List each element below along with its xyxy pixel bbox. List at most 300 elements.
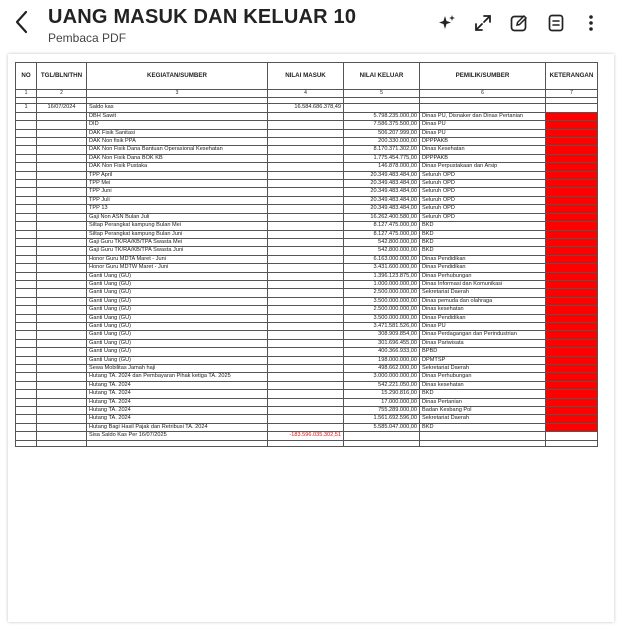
row-in-value: 16.584.686.378,49	[268, 104, 344, 112]
row-in-value	[268, 398, 344, 406]
row-number	[16, 280, 37, 288]
row-owner: DPPPAKB	[420, 138, 546, 146]
table-row	[16, 180, 598, 188]
table-row	[16, 407, 598, 415]
row-date	[37, 112, 87, 120]
table-row	[16, 104, 598, 112]
row-note	[546, 129, 598, 137]
row-date	[37, 348, 87, 356]
col-number: 7	[546, 90, 598, 98]
table-row	[16, 272, 598, 280]
col-in: NILAI MASUK	[268, 63, 344, 90]
header-row	[16, 63, 598, 90]
row-out-value: 3.431.600.000,00	[344, 264, 420, 272]
row-activity: Ganti Uang (GU)	[87, 272, 268, 280]
col-no: NO	[16, 63, 37, 90]
row-activity: Hutang TA. 2024	[87, 381, 268, 389]
row-owner: Dinas pemuda dan olahraga	[420, 297, 546, 305]
table-row	[16, 112, 598, 120]
row-activity: Hutang TA. 2024 dan Pembayaran Pihak ketiga TA. 2025	[87, 373, 268, 381]
row-number	[16, 247, 37, 255]
row-number	[16, 188, 37, 196]
row-out-value: 498.662.000,00	[344, 365, 420, 373]
row-activity: Ganti Uang (GU)	[87, 322, 268, 330]
row-in-value	[268, 272, 344, 280]
row-owner: Dinas PU	[420, 121, 546, 129]
row-in-value	[268, 264, 344, 272]
table-row	[16, 213, 598, 221]
row-owner: BKD	[420, 238, 546, 246]
row-owner: BKD	[420, 247, 546, 255]
table-row	[16, 129, 598, 137]
row-in-value	[268, 213, 344, 221]
row-date	[37, 129, 87, 137]
row-date	[37, 390, 87, 398]
table-row	[16, 230, 598, 238]
row-activity: Gaji Non ASN Bulan Juli	[87, 213, 268, 221]
row-out-value: 1.561.692.596,00	[344, 415, 420, 423]
row-owner: Dinas Perpustakaan dan Arsip	[420, 163, 546, 171]
row-number	[16, 196, 37, 204]
row-date	[37, 339, 87, 347]
row-owner: Seluruh OPD	[420, 188, 546, 196]
row-activity: DAK Fisik Sanitasi	[87, 129, 268, 137]
table-row	[16, 146, 598, 154]
row-date	[37, 238, 87, 246]
row-note	[546, 222, 598, 230]
row-in-value	[268, 297, 344, 305]
row-activity: Hutang TA. 2024	[87, 407, 268, 415]
row-number: 1	[16, 104, 37, 112]
row-note	[546, 146, 598, 154]
row-date	[37, 230, 87, 238]
row-note	[546, 255, 598, 263]
row-out-value: 16.262.400.580,00	[344, 213, 420, 221]
row-owner: BKD	[420, 222, 546, 230]
row-date	[37, 196, 87, 204]
row-activity: Ganti Uang (GU)	[87, 280, 268, 288]
row-activity: Ganti Uang (GU)	[87, 314, 268, 322]
row-date	[37, 121, 87, 129]
row-number	[16, 112, 37, 120]
row-number	[16, 213, 37, 221]
row-note	[546, 121, 598, 129]
row-out-value: 542.800.000,00	[344, 247, 420, 255]
row-owner: Dinas PU	[420, 129, 546, 137]
row-in-value	[268, 289, 344, 297]
row-out-value: 15.290.816,00	[344, 390, 420, 398]
row-out-value: 200.330.000,00	[344, 138, 420, 146]
row-activity: Sisa Saldo Kas Per 16/07/2025	[87, 432, 268, 440]
row-number	[16, 373, 37, 381]
table-row	[16, 205, 598, 213]
table-row	[16, 365, 598, 373]
row-date	[37, 415, 87, 423]
row-out-value: 20.349.483.484,00	[344, 205, 420, 213]
row-activity: Saldo kas	[87, 104, 268, 112]
row-in-value	[268, 171, 344, 179]
row-out-value: 3.000.000.000,00	[344, 373, 420, 381]
row-date	[37, 423, 87, 431]
row-in-value	[268, 163, 344, 171]
row-in-value	[268, 356, 344, 364]
row-date	[37, 356, 87, 364]
col-number: 4	[268, 90, 344, 98]
app-subtitle: Pembaca PDF	[48, 31, 127, 45]
col-number: 6	[420, 90, 546, 98]
row-owner: Dinas PU	[420, 322, 546, 330]
row-note	[546, 163, 598, 171]
row-in-value	[268, 247, 344, 255]
row-number	[16, 415, 37, 423]
row-in-value	[268, 331, 344, 339]
row-note	[546, 289, 598, 297]
row-number	[16, 154, 37, 162]
row-date	[37, 188, 87, 196]
row-note	[546, 373, 598, 381]
row-note	[546, 365, 598, 373]
row-date	[37, 213, 87, 221]
row-note	[546, 104, 598, 112]
table-row	[16, 264, 598, 272]
table-row	[16, 373, 598, 381]
row-number	[16, 255, 37, 263]
row-in-value	[268, 423, 344, 431]
row-number	[16, 390, 37, 398]
table-row	[16, 188, 598, 196]
row-activity: DAK Non Fisik Pustaka	[87, 163, 268, 171]
row-date	[37, 432, 87, 440]
table-row	[16, 280, 598, 288]
row-activity: Hutang TA. 2024	[87, 398, 268, 406]
row-owner: Dinas PU, Disnaker dan Dinas Pertanian	[420, 112, 546, 120]
row-owner: BKD	[420, 390, 546, 398]
row-owner: Dinas Kesehatan	[420, 146, 546, 154]
row-in-value	[268, 129, 344, 137]
row-date	[37, 247, 87, 255]
row-activity: Hutang TA. 2024	[87, 415, 268, 423]
row-number	[16, 365, 37, 373]
row-number	[16, 146, 37, 154]
table-row	[16, 356, 598, 364]
row-in-value	[268, 415, 344, 423]
row-activity: Ganti Uang (GU)	[87, 297, 268, 305]
row-note	[546, 264, 598, 272]
row-owner: Dinas Informasi dan Komunikasi	[420, 280, 546, 288]
row-owner: BPBD	[420, 348, 546, 356]
table-row-final-balance	[16, 432, 598, 440]
row-in-value	[268, 121, 344, 129]
row-number	[16, 356, 37, 364]
row-owner: Dinas Pendidikan	[420, 255, 546, 263]
row-out-value: 8.170.371.302,00	[344, 146, 420, 154]
row-in-value	[268, 238, 344, 246]
row-out-value: 198.000.000,00	[344, 356, 420, 364]
document-icon[interactable]	[545, 12, 567, 34]
row-activity: Ganti Uang (GU)	[87, 331, 268, 339]
col-owner: PEMILIK/SUMBER	[420, 63, 546, 90]
row-date	[37, 264, 87, 272]
row-number	[16, 348, 37, 356]
table-row	[16, 163, 598, 171]
table-row	[16, 297, 598, 305]
more-vertical-icon[interactable]	[580, 12, 602, 34]
row-note	[546, 407, 598, 415]
row-note	[546, 314, 598, 322]
row-activity: Ganti Uang (GU)	[87, 348, 268, 356]
row-date	[37, 314, 87, 322]
row-activity: TPP Juni	[87, 188, 268, 196]
row-in-value	[268, 138, 344, 146]
row-number	[16, 423, 37, 431]
row-number	[16, 306, 37, 314]
table-row	[16, 339, 598, 347]
table-row	[16, 390, 598, 398]
row-in-value	[268, 322, 344, 330]
row-in-value	[268, 112, 344, 120]
edit-icon[interactable]	[508, 12, 530, 34]
col-note: KETERANGAN	[546, 63, 598, 90]
row-note	[546, 339, 598, 347]
row-note	[546, 247, 598, 255]
row-owner: Dinas Perhubungan	[420, 373, 546, 381]
row-number	[16, 331, 37, 339]
row-owner: Dinas kesehatan	[420, 381, 546, 389]
row-in-value	[268, 154, 344, 162]
row-number	[16, 398, 37, 406]
row-number	[16, 314, 37, 322]
row-date	[37, 272, 87, 280]
table-row	[16, 314, 598, 322]
row-in-value	[268, 348, 344, 356]
row-note	[546, 180, 598, 188]
row-out-value: 20.349.483.484,00	[344, 196, 420, 204]
row-owner: Dinas Perhubungan	[420, 272, 546, 280]
row-date	[37, 280, 87, 288]
row-note	[546, 356, 598, 364]
col-date: TGL/BLN/THN	[37, 63, 87, 90]
row-note	[546, 432, 598, 440]
row-owner: Seluruh OPD	[420, 171, 546, 179]
row-number	[16, 230, 37, 238]
row-date	[37, 398, 87, 406]
row-owner: Sekretariat Daerah	[420, 365, 546, 373]
row-date	[37, 365, 87, 373]
row-number	[16, 289, 37, 297]
table-row	[16, 138, 598, 146]
row-activity: Hutang TA. 2024	[87, 390, 268, 398]
row-number	[16, 264, 37, 272]
row-activity: TPP Mei	[87, 180, 268, 188]
row-in-value	[268, 306, 344, 314]
row-owner: Seluruh OPD	[420, 196, 546, 204]
row-activity: Honor Guru MDTA Maret - Juni	[87, 255, 268, 263]
row-owner: BKD	[420, 423, 546, 431]
row-note	[546, 272, 598, 280]
row-out-value: 506.207.999,00	[344, 129, 420, 137]
row-number	[16, 297, 37, 305]
row-date	[37, 322, 87, 330]
row-out-value: 2.500.000.000,00	[344, 289, 420, 297]
col-activity: KEGIATAN/SUMBER	[87, 63, 268, 90]
row-out-value: 1.396.123.875,00	[344, 272, 420, 280]
row-note	[546, 112, 598, 120]
row-date	[37, 171, 87, 179]
row-out-value: 5.798.235.000,00	[344, 112, 420, 120]
row-note	[546, 230, 598, 238]
row-activity: Sewa Mobilitas Jamah haji	[87, 365, 268, 373]
row-date	[37, 289, 87, 297]
row-owner: Badan Kesbang Pol	[420, 407, 546, 415]
row-out-value: 20.349.483.484,00	[344, 171, 420, 179]
row-activity: Honor Guru MDTW Maret - Juni	[87, 264, 268, 272]
row-in-value	[268, 196, 344, 204]
row-date	[37, 180, 87, 188]
row-out-value: 1.000.000.000,00	[344, 280, 420, 288]
table-row	[16, 289, 598, 297]
back-arrow-icon[interactable]	[14, 10, 28, 38]
row-owner: Dinas Pendidikan	[420, 314, 546, 322]
row-note	[546, 213, 598, 221]
table-row	[16, 121, 598, 129]
row-date	[37, 205, 87, 213]
row-note	[546, 154, 598, 162]
row-activity: Ganti Uang (GU)	[87, 356, 268, 364]
spacer-row	[16, 440, 598, 446]
table-row	[16, 322, 598, 330]
row-date	[37, 306, 87, 314]
row-out-value: 755.289.000,00	[344, 407, 420, 415]
row-number	[16, 322, 37, 330]
row-out-value: 542.800.000,00	[344, 238, 420, 246]
row-out-value: 1.775.454.775,00	[344, 154, 420, 162]
table-row	[16, 423, 598, 431]
expand-icon[interactable]	[472, 12, 494, 34]
row-note	[546, 398, 598, 406]
row-out-value: 400.366.933,00	[344, 348, 420, 356]
row-activity: DID	[87, 121, 268, 129]
row-owner: Dinas Pertanian	[420, 398, 546, 406]
table-row	[16, 415, 598, 423]
row-out-value: 301.696.455,00	[344, 339, 420, 347]
sparkle-icon[interactable]	[436, 12, 458, 34]
row-activity: DBH Sawit	[87, 112, 268, 120]
app-header	[0, 0, 625, 52]
row-owner: Dinas Perdagangan dan Perindustrian	[420, 331, 546, 339]
row-number	[16, 205, 37, 213]
col-number: 2	[37, 90, 87, 98]
row-note	[546, 280, 598, 288]
row-in-value	[268, 205, 344, 213]
row-note	[546, 415, 598, 423]
row-activity: Gaji Guru TK/RA/KB/TPA Swasta Mei	[87, 238, 268, 246]
column-number-row	[16, 90, 598, 98]
row-out-value	[344, 104, 420, 112]
col-number: 5	[344, 90, 420, 98]
row-owner: Dinas Pendidikan	[420, 264, 546, 272]
row-note	[546, 188, 598, 196]
row-number	[16, 238, 37, 246]
row-in-value	[268, 365, 344, 373]
table-row	[16, 398, 598, 406]
row-number	[16, 339, 37, 347]
row-in-value	[268, 146, 344, 154]
row-owner: BKD	[420, 230, 546, 238]
row-activity: Hutang Bagi Hasil Pajak dan Retribusi TA. 2024	[87, 423, 268, 431]
row-date	[37, 297, 87, 305]
row-date	[37, 331, 87, 339]
row-date	[37, 154, 87, 162]
row-note	[546, 138, 598, 146]
row-note	[546, 423, 598, 431]
row-activity: Ganti Uang (GU)	[87, 339, 268, 347]
row-owner: Seluruh OPD	[420, 213, 546, 221]
row-date	[37, 407, 87, 415]
row-activity: Ganti Uang (GU)	[87, 306, 268, 314]
row-date	[37, 255, 87, 263]
row-out-value: 8.127.475.000,00	[344, 222, 420, 230]
row-in-value	[268, 373, 344, 381]
table-row	[16, 154, 598, 162]
row-note	[546, 238, 598, 246]
row-activity: Ganti Uang (GU)	[87, 289, 268, 297]
row-in-value	[268, 339, 344, 347]
row-date	[37, 163, 87, 171]
col-out: NILAI KELUAR	[344, 63, 420, 90]
row-activity: TPP April	[87, 171, 268, 179]
table-row	[16, 306, 598, 314]
row-date: 16/07/2024	[37, 104, 87, 112]
row-date	[37, 138, 87, 146]
row-activity: DAK Non Fisik Dana BOK KB	[87, 154, 268, 162]
row-note	[546, 322, 598, 330]
row-note	[546, 348, 598, 356]
row-date	[37, 381, 87, 389]
table-row	[16, 222, 598, 230]
row-out-value: 146.878.000,00	[344, 163, 420, 171]
row-number	[16, 138, 37, 146]
row-out-value: 5.585.047.000,00	[344, 423, 420, 431]
row-note	[546, 331, 598, 339]
row-in-value	[268, 407, 344, 415]
row-owner: Dinas kesehatan	[420, 306, 546, 314]
row-out-value: 3.471.581.526,00	[344, 322, 420, 330]
row-in-value	[268, 222, 344, 230]
row-number	[16, 407, 37, 415]
row-number	[16, 171, 37, 179]
row-activity: DAK Non fisik PPA	[87, 138, 268, 146]
table-row	[16, 348, 598, 356]
row-date	[37, 373, 87, 381]
row-out-value: 6.163.000.000,00	[344, 255, 420, 263]
row-out-value: 308.909.854,00	[344, 331, 420, 339]
document-title: UANG MASUK DAN KELUAR 10	[48, 6, 357, 28]
row-owner: Sekretariat Daerah	[420, 289, 546, 297]
row-in-value	[268, 390, 344, 398]
row-out-value: 3.500.000.000,00	[344, 314, 420, 322]
row-date	[37, 146, 87, 154]
row-owner	[420, 432, 546, 440]
row-number	[16, 163, 37, 171]
row-in-value	[268, 188, 344, 196]
row-in-value	[268, 314, 344, 322]
row-number	[16, 272, 37, 280]
row-activity: TPP Juli	[87, 196, 268, 204]
row-in-value	[268, 381, 344, 389]
row-number	[16, 222, 37, 230]
row-number	[16, 432, 37, 440]
row-activity: Siltap Perangkat kampung Bulan Mei	[87, 222, 268, 230]
